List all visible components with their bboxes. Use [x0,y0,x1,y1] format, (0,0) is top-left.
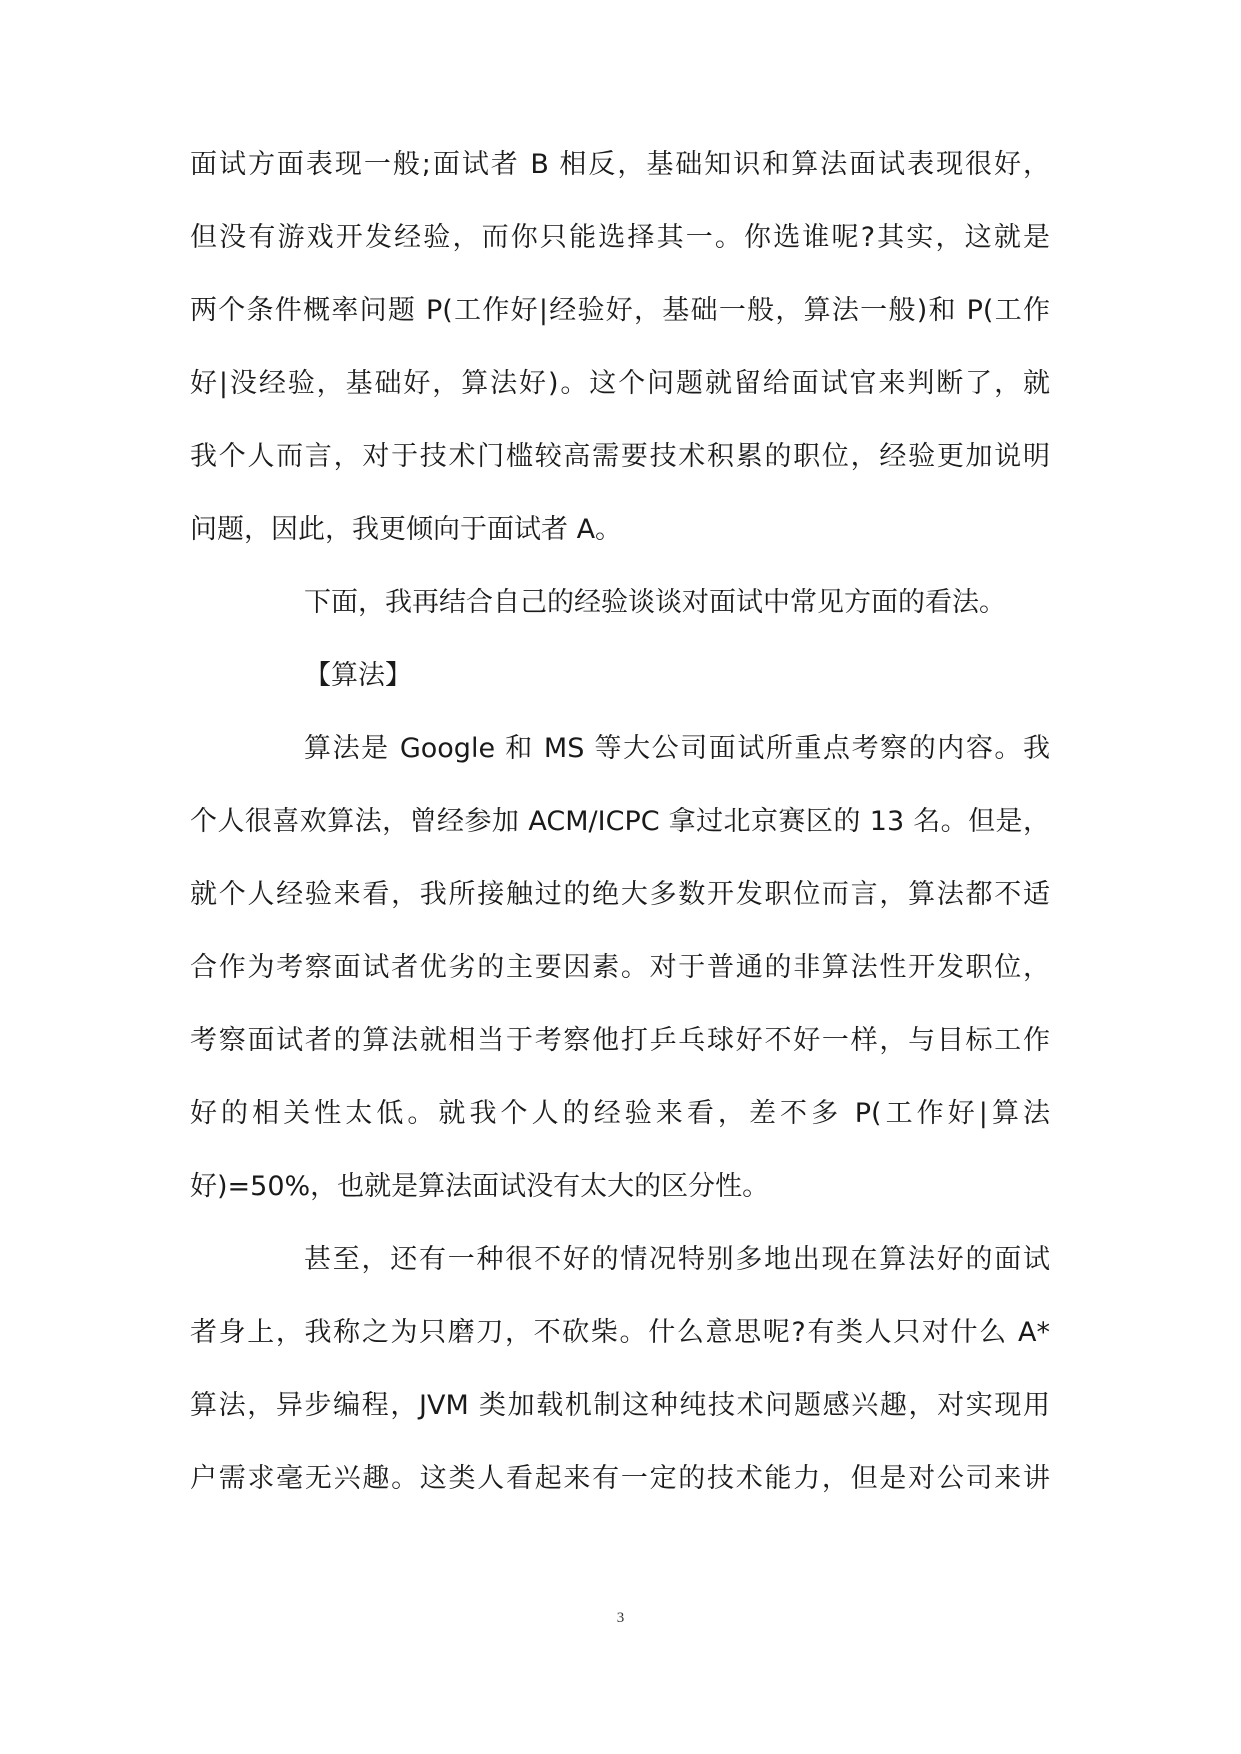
text-line: 面试方面表现一般;面试者 B 相反，基础知识和算法面试表现很好， [190,149,1050,180]
text-line: 算法是 Google 和 MS 等大公司面试所重点考察的内容。我 [304,733,1050,764]
text-line: 下面，我再结合自己的经验谈谈对面试中常见方面的看法。 [304,587,1006,618]
text-line: 户需求毫无兴趣。这类人看起来有一定的技术能力，但是对公司来讲 [190,1463,1050,1494]
text-line: 两个条件概率问题 P(工作好|经验好，基础一般，算法一般)和 P(工作 [190,295,1050,326]
text-line: 但没有游戏开发经验，而你只能选择其一。你选谁呢?其实，这就是 [190,222,1050,253]
body-text [190,145,1050,1532]
text-line: 考察面试者的算法就相当于考察他打乒乓球好不好一样，与目标工作 [190,1025,1050,1056]
page-number: 3 [616,1610,625,1626]
text-line: 就个人经验来看，我所接触过的绝大多数开发职位而言，算法都不适 [190,879,1050,910]
text-line: 合作为考察面试者优劣的主要因素。对于普通的非算法性开发职位， [190,952,1050,983]
text-line: 好)=50%，也就是算法面试没有太大的区分性。 [190,1171,770,1202]
text-line: 好|没经验，基础好，算法好)。这个问题就留给面试官来判断了，就 [190,368,1050,399]
text-line: 我个人而言，对于技术门槛较高需要技术积累的职位，经验更加说明 [190,441,1050,472]
text-line: 问题，因此，我更倾向于面试者 A。 [190,514,623,545]
text-line: 个人很喜欢算法，曾经参加 ACM/ICPC 拿过北京赛区的 13 名。但是， [190,806,1050,837]
section-heading: 【算法】 [304,660,412,691]
text-line: 甚至，还有一种很不好的情况特别多地出现在算法好的面试 [304,1244,1050,1275]
text-line: 算法，异步编程，JVM 类加载机制这种纯技术问题感兴趣，对实现用 [190,1390,1050,1421]
text-line: 者身上，我称之为只磨刀，不砍柴。什么意思呢?有类人只对什么 A* [190,1317,1050,1348]
text-line: 好的相关性太低。就我个人的经验来看，差不多 P(工作好|算法 [190,1098,1050,1129]
